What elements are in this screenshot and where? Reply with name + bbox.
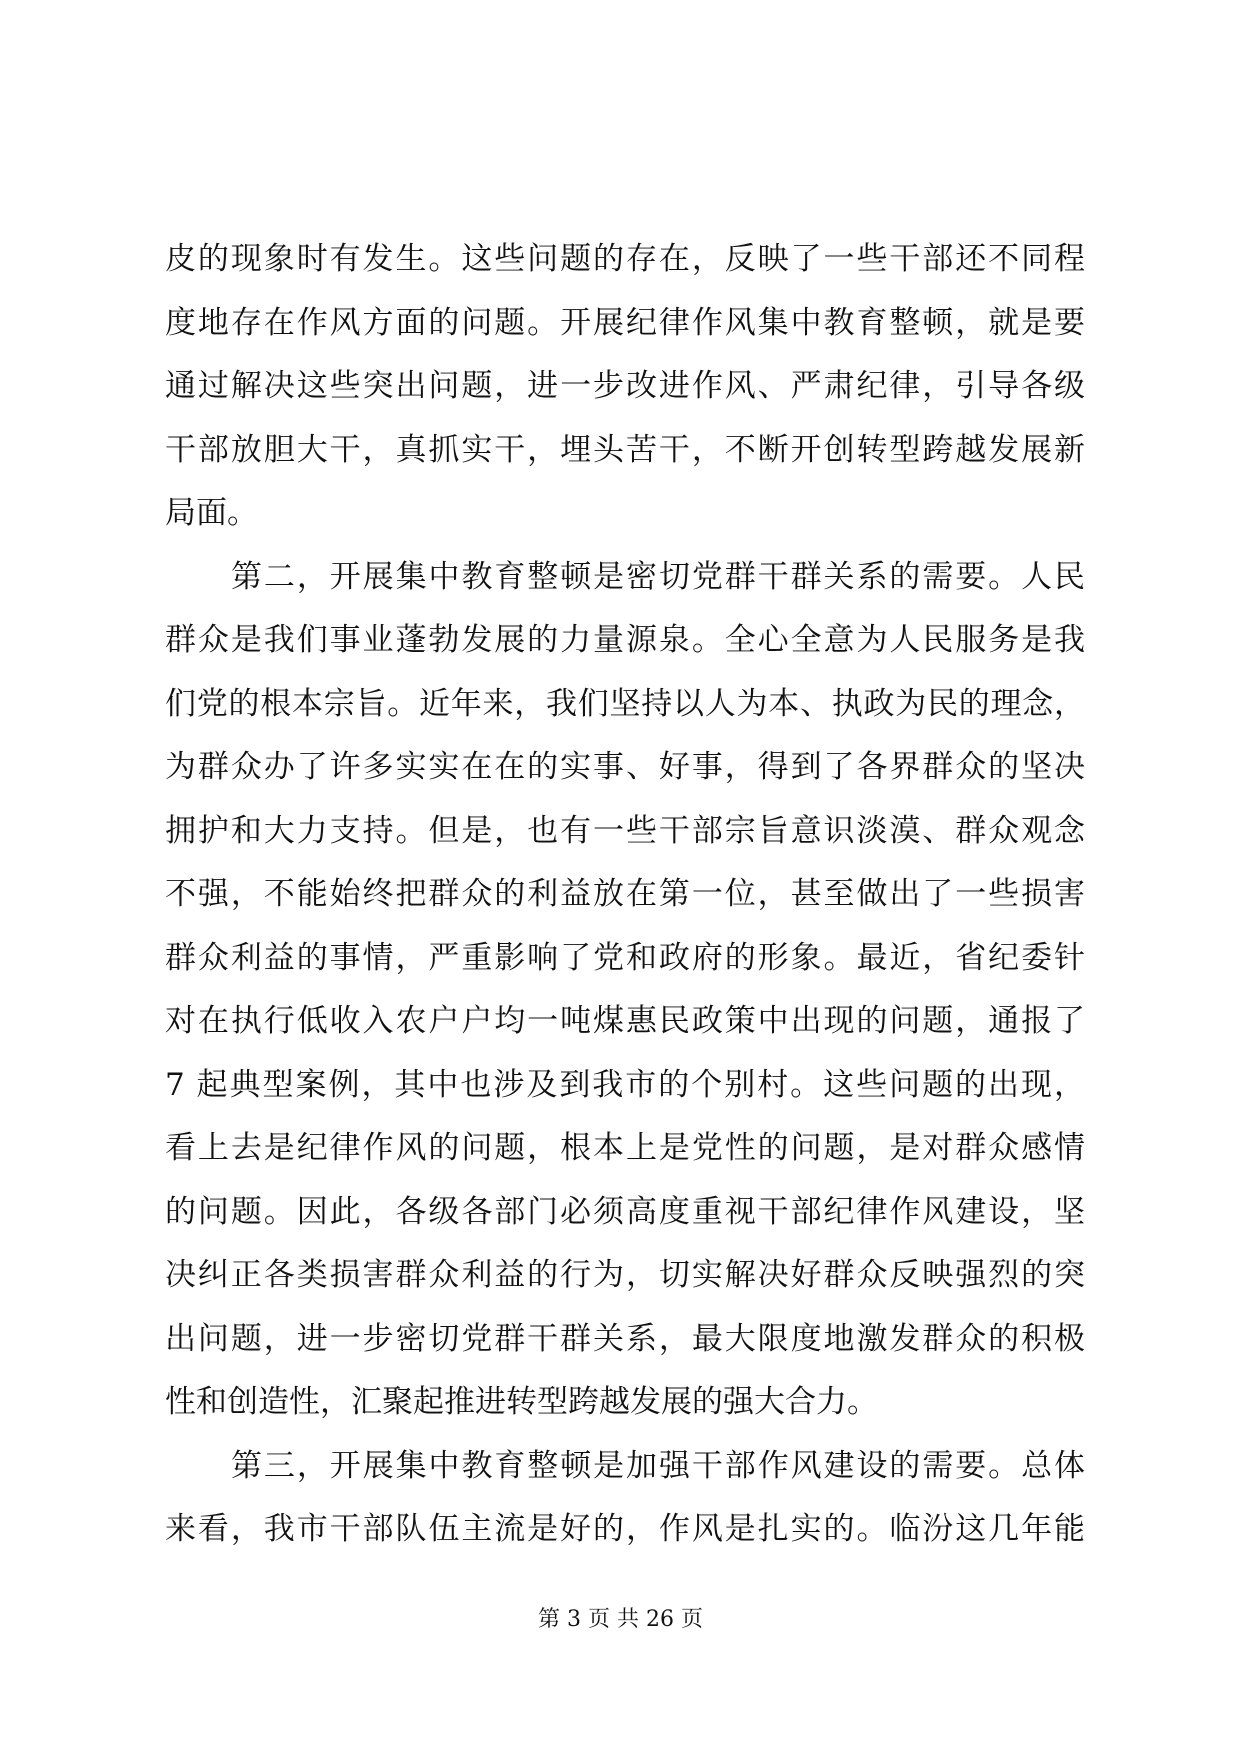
text-line: 不强，不能始终把群众的利益放在第一位，甚至做出了一些损害	[165, 876, 1085, 912]
paragraph	[165, 228, 1085, 546]
text-line: 第二，开展集中教育整顿是密切党群干群关系的需要。人民	[231, 558, 1085, 595]
text-line: 干部放胆大干，真抓实干，埋头苦干，不断开创转型跨越发展新	[165, 431, 1085, 468]
text-line: 为群众办了许多实实在在的实事、好事，得到了各界群众的坚决	[165, 749, 1085, 785]
text-line: 通过解决这些突出问题，进一步改进作风、严肃纪律，引导各级	[165, 368, 1085, 404]
document-body	[165, 228, 1085, 1562]
text-line: 7 起典型案例，其中也涉及到我市的个别村。这些问题的出现，	[165, 1066, 1085, 1103]
text-line: 度地存在作风方面的问题。开展纪律作风集中教育整顿，就是要	[165, 304, 1085, 341]
text-line: 性和创造性，汇聚起推进转型跨越发展的强大合力。	[165, 1384, 878, 1420]
page-number-footer: 第 3 页 共 26 页	[538, 1607, 703, 1632]
text-line: 拥护和大力支持。但是，也有一些干部宗旨意识淡漠、群众观念	[165, 812, 1085, 849]
paragraph	[165, 546, 1085, 1435]
text-line: 们党的根本宗旨。近年来，我们坚持以人为本、执政为民的理念，	[165, 685, 1085, 722]
text-line: 看上去是纪律作风的问题，根本上是党性的问题，是对群众感情	[165, 1130, 1085, 1166]
text-line: 局面。	[165, 495, 258, 531]
text-line: 的问题。因此，各级各部门必须高度重视干部纪律作风建设，坚	[165, 1193, 1085, 1230]
text-line: 来看，我市干部队伍主流是好的，作风是扎实的。临汾这几年能	[165, 1511, 1085, 1547]
text-line: 群众是我们事业蓬勃发展的力量源泉。全心全意为人民服务是我	[165, 622, 1085, 658]
text-line: 决纠正各类损害群众利益的行为，切实解决好群众反映强烈的突	[165, 1257, 1085, 1293]
text-line: 出问题，进一步密切党群干群关系，最大限度地激发群众的积极	[165, 1320, 1085, 1357]
text-line: 第三，开展集中教育整顿是加强干部作风建设的需要。总体	[231, 1447, 1085, 1484]
text-line: 群众利益的事情，严重影响了党和政府的形象。最近，省纪委针	[165, 939, 1085, 976]
paragraph	[165, 1435, 1085, 1562]
text-line: 对在执行低收入农户户均一吨煤惠民政策中出现的问题，通报了	[165, 1003, 1085, 1039]
text-line: 皮的现象时有发生。这些问题的存在，反映了一些干部还不同程	[165, 241, 1085, 277]
